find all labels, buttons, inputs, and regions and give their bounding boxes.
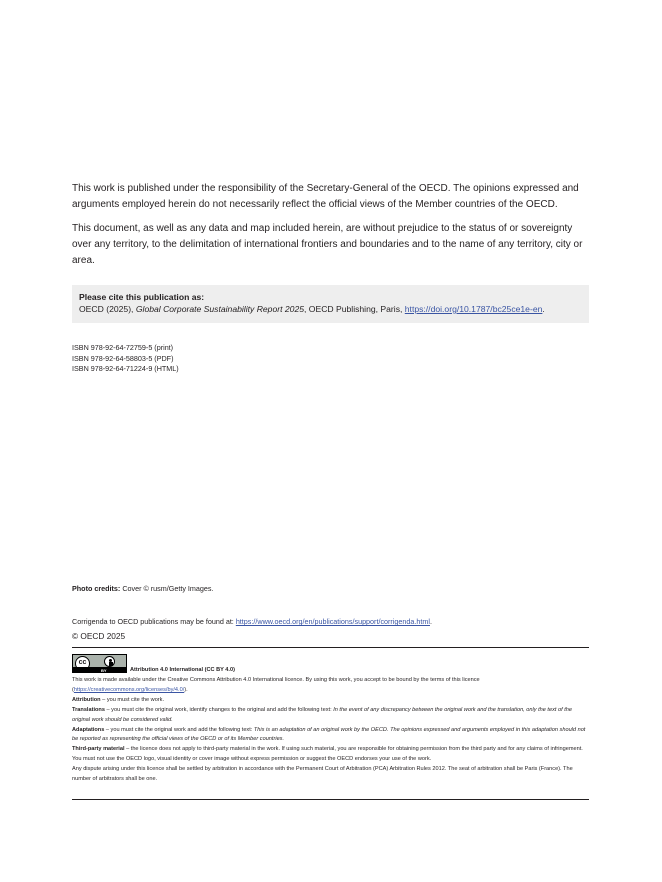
citation-suffix: .	[542, 304, 545, 314]
disclaimer-paragraph-2: This document, as well as any data and map included herein, are without prejudice to the status of or sovereignty over any territory, to the delimitation of international frontiers and boundaries and to the name of any territory, city or area.	[72, 223, 583, 266]
photo-credits	[72, 584, 589, 593]
license-body	[72, 676, 589, 785]
isbn-pdf: ISBN 978-92-64-58803-5 (PDF)	[72, 353, 174, 363]
license-intro	[72, 676, 589, 696]
license-logo-notice: You must not use the OECD logo, visual identity or cover image without express permission or suggest the OECD endorses your use of the work.	[72, 756, 432, 763]
attribution-label: Attribution	[72, 696, 101, 703]
license-translations	[72, 706, 589, 726]
adaptations-italic: This is an adaptation of an original work by the OECD. The opinions expressed and arguments employed in this adaptation should not be reported as representing the official views of the OECD or of its Member countries.	[72, 726, 586, 743]
license-adaptations	[72, 726, 589, 746]
license-dispute: Any dispute arising under this licence shall be settled by arbitration in accordance with the Permanent Court of Arbitration (PCA) Arbitration Rules 2012. The seat of arbitration shall be Paris (France). The number of arbitrators shall be one.	[72, 766, 573, 783]
license-third-party	[72, 745, 589, 755]
citation-report-title: Global Corporate Sustainability Report 2025	[135, 304, 304, 314]
badge-band	[73, 667, 126, 672]
corrigenda-notice	[72, 617, 589, 626]
badge-by-label: BY	[101, 668, 107, 673]
adaptations-text: – you must cite the original work and add the following text:	[104, 726, 254, 733]
third-party-text: – the licence does not apply to third-party material in the work. If using such material, you are responsible for obtaining permission from the third party and for any claims of infringement.	[124, 746, 583, 753]
citation-doi-link[interactable]: https://doi.org/10.1787/bc25ce1e-en	[404, 304, 543, 314]
corrigenda-text: Corrigenda to OECD publications may be found at:	[72, 617, 236, 626]
license-intro-suffix: ).	[184, 686, 188, 693]
license-intro-text: This work is made available under the Creative Commons Attribution 4.0 International licence. By using this work, you accept to be bound by the terms of this licence (	[72, 677, 480, 693]
corrigenda-suffix: .	[429, 617, 432, 626]
attribution-person-icon	[104, 656, 115, 667]
copyright-notice: © OECD 2025	[72, 631, 126, 641]
license-url-link[interactable]: https://creativecommons.org/licenses/by/4.0/	[73, 686, 185, 693]
translations-label: Translations	[72, 706, 105, 713]
isbn-print: ISBN 978-92-64-72759-5 (print)	[72, 343, 174, 352]
adaptations-label: Adaptations	[72, 726, 105, 733]
citation-box	[72, 285, 589, 323]
translations-italic: In the event of any discrepancy between the original work and the translation, only the text of the original work should be considered valid.	[72, 706, 573, 723]
citation-text	[79, 304, 545, 314]
isbn-list	[72, 343, 179, 375]
citation-title: Please cite this publication as:	[79, 292, 205, 302]
cc-logo-icon: cc	[75, 656, 90, 671]
corrigenda-link[interactable]: https://www.oecd.org/en/publications/support/corrigenda.html	[235, 617, 430, 626]
photo-credits-label: Photo credits:	[72, 584, 121, 593]
third-party-label: Third-party material	[72, 746, 125, 753]
citation-prefix: OECD (2025),	[79, 304, 136, 314]
cc-by-badge	[72, 654, 127, 673]
license-title: Attribution 4.0 International (CC BY 4.0)	[130, 667, 235, 673]
disclaimer-paragraph-1: This work is published under the responsibility of the Secretary-General of the OECD. The opinions expressed and arguments employed herein do not necessarily reflect the official views of the Member countries of the OECD.	[72, 183, 579, 210]
translations-text: – you must cite the original work, identify changes to the original and add the following text:	[104, 706, 334, 713]
citation-publisher: , OECD Publishing, Paris,	[304, 304, 405, 314]
license-attribution	[72, 696, 589, 706]
isbn-html: ISBN 978-92-64-71224-9 (HTML)	[72, 364, 179, 373]
photo-credits-text: Cover © rusm/Getty Images.	[120, 584, 214, 593]
license-top-divider	[72, 647, 589, 648]
license-bottom-divider	[72, 799, 589, 800]
attribution-text: – you must cite the work.	[100, 696, 165, 703]
